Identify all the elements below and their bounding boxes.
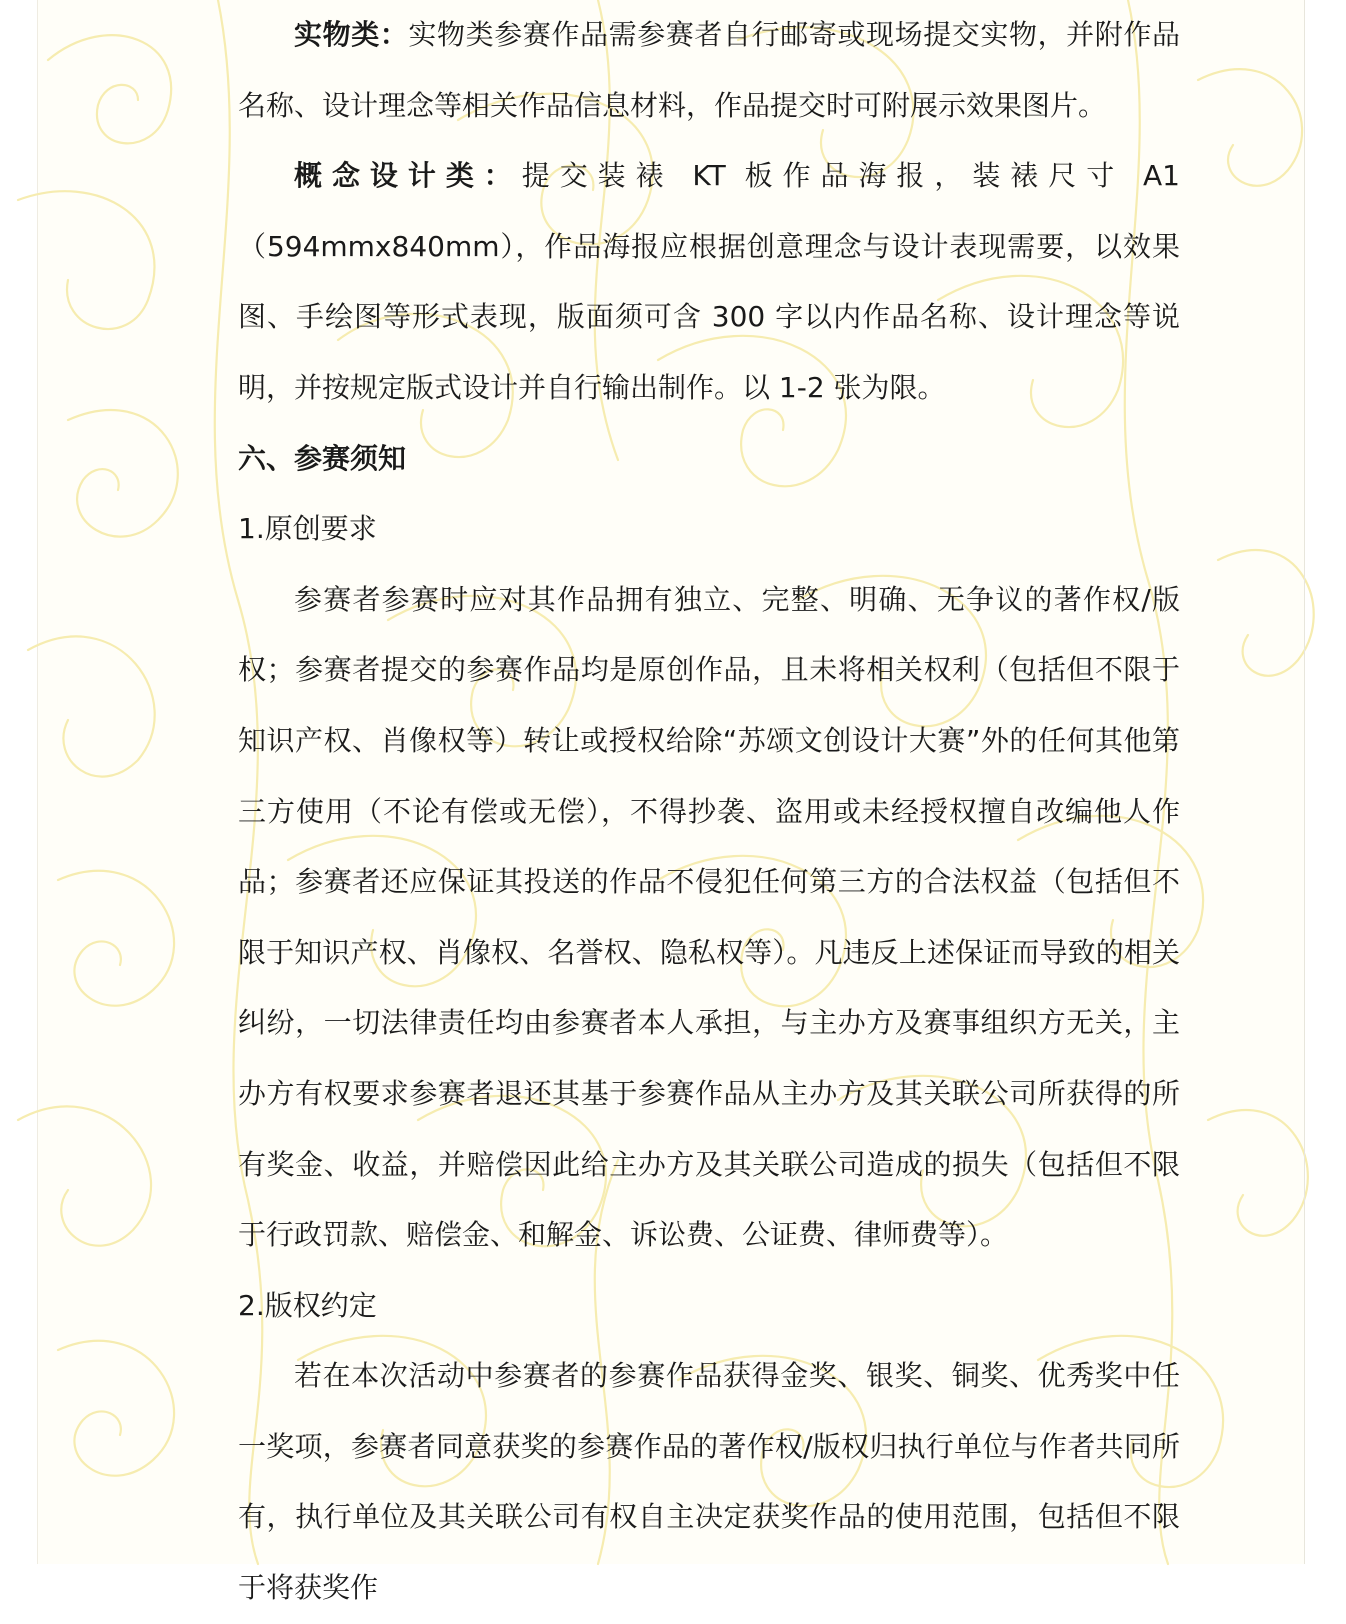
paragraph-physical-category <box>238 0 1180 141</box>
concept-category-label: 概念设计类： <box>294 159 522 193</box>
physical-category-label: 实物类： <box>294 18 409 51</box>
concept-category-text: 提交装裱 KT 板作品海报，装裱尺寸 A1（594mmx840mm），作品海报应根据创意理念与设计表现需要，以效果图、手绘图等形式表现，版面须可含 300 字以内作品名称、设计理念等说明，并按规定版式设计并自行输出制作。以 1-2 张为限。 <box>238 159 1180 404</box>
subheading-copyright: 2.版权约定 <box>238 1288 377 1322</box>
document-body <box>238 0 1180 1624</box>
paragraph-concept-category <box>238 141 1180 423</box>
page-edge-right <box>1304 0 1305 1564</box>
paragraph-originality: 参赛者参赛时应对其作品拥有独立、完整、明确、无争议的著作权/版权；参赛者提交的参赛作品均是原创作品，且未将相关权利（包括但不限于知识产权、肖像权等）转让或授权给除“苏颂文创设计大赛”外的任何其他第三方使用（不论有偿或无偿），不得抄袭、盗用或未经授权擅自改编他人作品；参赛者还应保证其投送的作品不侵犯任何第三方的合法权益（包括但不限于知识产权、肖像权、名誉权、隐私权等）。凡违反上述保证而导致的相关纠纷，一切法律责任均由参赛者本人承担，与主办方及赛事组织方无关，主办方有权要求参赛者退还其基于参赛作品从主办方及其关联公司所获得的所有奖金、收益，并赔偿因此给主办方及其关联公司造成的损失（包括但不限于行政罚款、赔偿金、和解金、诉讼费、公证费、律师费等）。 <box>238 582 1180 1252</box>
section-heading-contest-notes: 六、参赛须知 <box>238 441 407 475</box>
document-page <box>38 0 1304 1605</box>
physical-category-text: 实物类参赛作品需参赛者自行邮寄或现场提交实物，并附作品名称、设计理念等相关作品信息材料，作品提交时可附展示效果图片。 <box>238 18 1180 122</box>
paragraph-copyright: 若在本次活动中参赛者的参赛作品获得金奖、银奖、铜奖、优秀奖中任一奖项，参赛者同意获奖的参赛作品的著作权/版权归执行单位与作者共同所有，执行单位及其关联公司有权自主决定获奖作品的使用范围，包括但不限于将获奖作 <box>238 1359 1180 1605</box>
subheading-originality: 1.原创要求 <box>238 512 377 546</box>
